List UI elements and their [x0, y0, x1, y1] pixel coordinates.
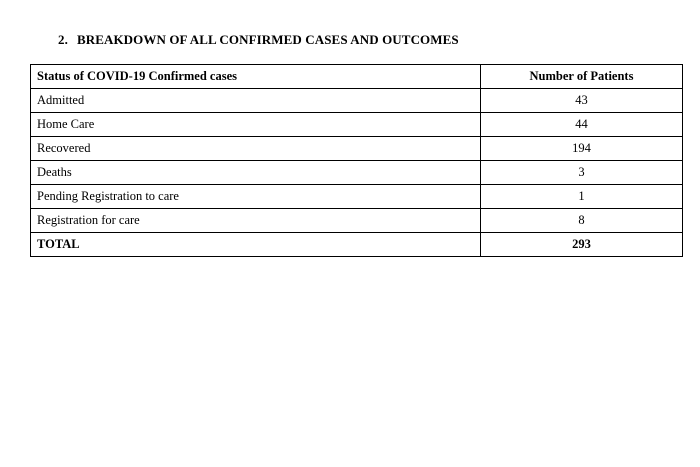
cell-total-number: 293: [481, 233, 683, 257]
cell-number: 43: [481, 89, 683, 113]
cell-total-label: TOTAL: [31, 233, 481, 257]
table-row: [31, 185, 683, 209]
cell-number: 1: [481, 185, 683, 209]
table-total-row: [31, 233, 683, 257]
cell-number: 44: [481, 113, 683, 137]
cell-status: Recovered: [31, 137, 481, 161]
cell-status: Registration for care: [31, 209, 481, 233]
table-row: [31, 209, 683, 233]
cell-status: Deaths: [31, 161, 481, 185]
cell-status: Pending Registration to care: [31, 185, 481, 209]
section-title: BREAKDOWN OF ALL CONFIRMED CASES AND OUTCOMES: [76, 32, 459, 47]
cell-number: 194: [481, 137, 683, 161]
column-header-number: Number of Patients: [481, 65, 683, 89]
section-heading: [58, 32, 459, 48]
table-row: [31, 113, 683, 137]
column-header-status: Status of COVID-19 Confirmed cases: [31, 65, 481, 89]
breakdown-table: [30, 64, 683, 257]
cell-status: Home Care: [31, 113, 481, 137]
table-row: [31, 137, 683, 161]
table-header-row: [31, 65, 683, 89]
section-number: 2.: [58, 32, 68, 47]
table-row: [31, 89, 683, 113]
cell-number: 3: [481, 161, 683, 185]
cell-number: 8: [481, 209, 683, 233]
breakdown-table-container: [30, 64, 682, 257]
table-row: [31, 161, 683, 185]
cell-status: Admitted: [31, 89, 481, 113]
